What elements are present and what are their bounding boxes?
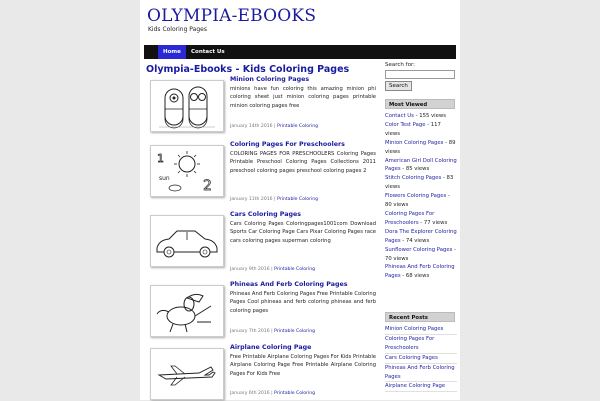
view-count: - 74 views bbox=[400, 237, 430, 244]
svg-text:2: 2 bbox=[203, 178, 212, 194]
platypus-icon[interactable] bbox=[150, 285, 224, 337]
post-date: January 14th 2016 bbox=[230, 124, 273, 129]
most-viewed-link[interactable]: Phineas And Ferb Coloring Pages bbox=[385, 264, 455, 280]
site-tagline: Kids Coloring Pages bbox=[148, 26, 207, 33]
list-item bbox=[385, 335, 457, 354]
list-item bbox=[385, 364, 457, 383]
recent-posts-heading: Recent Posts bbox=[385, 312, 455, 322]
most-viewed-link[interactable]: Flowers Coloring Pages bbox=[385, 193, 447, 200]
post-meta: January 6th 2016 | Printable Coloring bbox=[230, 391, 316, 396]
search-label: Search for: bbox=[385, 62, 415, 68]
list-item bbox=[385, 382, 457, 392]
post-date: January 7th 2016 bbox=[230, 329, 270, 334]
post-category-link[interactable]: Printable Coloring bbox=[277, 124, 319, 129]
post-date: January 11th 2016 bbox=[230, 197, 273, 202]
page-wrapper bbox=[140, 0, 460, 400]
most-viewed-link[interactable]: Stitch Coloring Pages bbox=[385, 175, 442, 182]
view-count: - 77 views bbox=[418, 219, 448, 226]
post-category-link[interactable]: Printable Coloring bbox=[274, 391, 316, 396]
svg-text:sun: sun bbox=[159, 175, 170, 182]
most-viewed-link[interactable]: Coloring Pages For Preschoolers bbox=[385, 210, 435, 226]
nav-home[interactable]: Home bbox=[158, 45, 186, 59]
minion-icon[interactable] bbox=[150, 80, 224, 132]
recent-posts-list bbox=[385, 325, 457, 392]
post-title[interactable]: Minion Coloring Pages bbox=[230, 76, 310, 83]
recent-post-link[interactable]: Minion Coloring Pages bbox=[385, 326, 444, 332]
post-title[interactable]: Phineas And Ferb Coloring Pages bbox=[230, 281, 348, 288]
list-item bbox=[385, 174, 457, 192]
post-date: January 9th 2016 bbox=[230, 267, 270, 272]
post-title[interactable]: Cars Coloring Pages bbox=[230, 211, 302, 218]
post-category-link[interactable]: Printable Coloring bbox=[274, 329, 316, 334]
most-viewed-link[interactable]: Minion Coloring Pages bbox=[385, 139, 444, 146]
list-item bbox=[385, 121, 457, 139]
view-count: - 80 views bbox=[385, 193, 450, 209]
recent-post-link[interactable]: Phineas And Ferb Coloring Pages bbox=[385, 364, 455, 380]
recent-post-link[interactable]: Coloring Pages For Preschoolers bbox=[385, 335, 435, 351]
post-meta: January 11th 2016 | Printable Coloring bbox=[230, 197, 319, 202]
list-item bbox=[385, 263, 457, 281]
post-excerpt: Phineas And Ferb Coloring Pages Free Printable Coloring Pages Cool phineas and ferb coloring phineas and ferb coloring pages bbox=[230, 291, 376, 314]
list-item bbox=[385, 246, 457, 264]
list-item bbox=[385, 139, 457, 157]
nav-contact-us[interactable]: Contact Us bbox=[191, 49, 225, 55]
most-viewed-list bbox=[385, 112, 457, 281]
post-item bbox=[146, 141, 376, 207]
most-viewed-link[interactable]: Color Test Page bbox=[385, 121, 426, 128]
view-count: - 83 views bbox=[385, 175, 454, 191]
post-item bbox=[146, 76, 376, 134]
post-meta: January 14th 2016 | Printable Coloring bbox=[230, 124, 319, 129]
post-meta: January 9th 2016 | Printable Coloring bbox=[230, 267, 316, 272]
view-count: - 85 views bbox=[400, 166, 430, 173]
post-excerpt: Cars Coloring Pages Coloringpages1001com Download Sports Car Coloring Page Cars Pixar Coloring Pages race cars coloring pages superman coloring bbox=[230, 221, 376, 244]
post-excerpt: minions have fun coloring this amazing minion phi coloring sheet just minion coloring pages printable minion coloring pages free bbox=[230, 86, 376, 109]
post-item bbox=[146, 344, 376, 400]
view-count: - 155 views bbox=[413, 113, 446, 119]
post-category-link[interactable]: Printable Coloring bbox=[274, 267, 316, 272]
search-button[interactable]: Search bbox=[385, 81, 412, 91]
recent-post-link[interactable]: Airplane Coloring Page bbox=[385, 383, 446, 390]
search-input[interactable] bbox=[385, 70, 455, 79]
post-date: January 6th 2016 bbox=[230, 391, 270, 396]
most-viewed-heading: Most Viewed bbox=[385, 99, 455, 109]
post-excerpt: Free Printable Airplane Coloring Pages For Kids Printable Airplane Coloring Page Free Printable Airplane Coloring Pages For Kids Free bbox=[230, 354, 376, 377]
list-item bbox=[385, 210, 457, 228]
car-icon[interactable] bbox=[150, 215, 224, 267]
list-item bbox=[385, 192, 457, 210]
svg-text:1: 1 bbox=[157, 152, 164, 165]
most-viewed-link[interactable]: Contact Us bbox=[385, 113, 414, 119]
post-meta: January 7th 2016 | Printable Coloring bbox=[230, 329, 316, 334]
sun-numbers-icon[interactable] bbox=[150, 145, 224, 197]
post-title[interactable]: Coloring Pages For Preschoolers bbox=[230, 141, 345, 148]
post-excerpt: COLORING PAGES FOR PRESCHOOLERS Coloring Pages Printable Preschool Coloring Pages Collections 2011 preschool coloring pages preschool coloring pages 2 bbox=[230, 151, 376, 174]
main-nav bbox=[144, 45, 456, 59]
view-count: - 68 views bbox=[400, 273, 430, 280]
list-item bbox=[385, 157, 457, 175]
list-item bbox=[385, 354, 457, 364]
list-item bbox=[385, 325, 457, 335]
most-viewed-link[interactable]: Sunflower Coloring Pages bbox=[385, 246, 453, 253]
post-item bbox=[146, 281, 376, 339]
view-count: - 70 views bbox=[385, 246, 457, 262]
most-viewed-link[interactable]: American Girl Doll Coloring Pages bbox=[385, 157, 457, 173]
post-category-link[interactable]: Printable Coloring bbox=[277, 197, 319, 202]
recent-post-link[interactable]: Cars Coloring Pages bbox=[385, 354, 438, 361]
view-count: - 117 views bbox=[385, 121, 441, 137]
view-count: - 89 views bbox=[385, 139, 456, 155]
site-title[interactable]: OLYMPIA-EBOOKS bbox=[147, 6, 317, 26]
list-item bbox=[385, 112, 457, 121]
page-heading: Olympia-Ebooks - Kids Coloring Pages bbox=[146, 64, 350, 75]
post-item bbox=[146, 211, 376, 277]
list-item bbox=[385, 228, 457, 246]
airplane-icon[interactable] bbox=[150, 348, 224, 400]
post-title[interactable]: Airplane Coloring Page bbox=[230, 344, 312, 351]
most-viewed-link[interactable]: Dora The Explorer Coloring Pages bbox=[385, 228, 457, 244]
